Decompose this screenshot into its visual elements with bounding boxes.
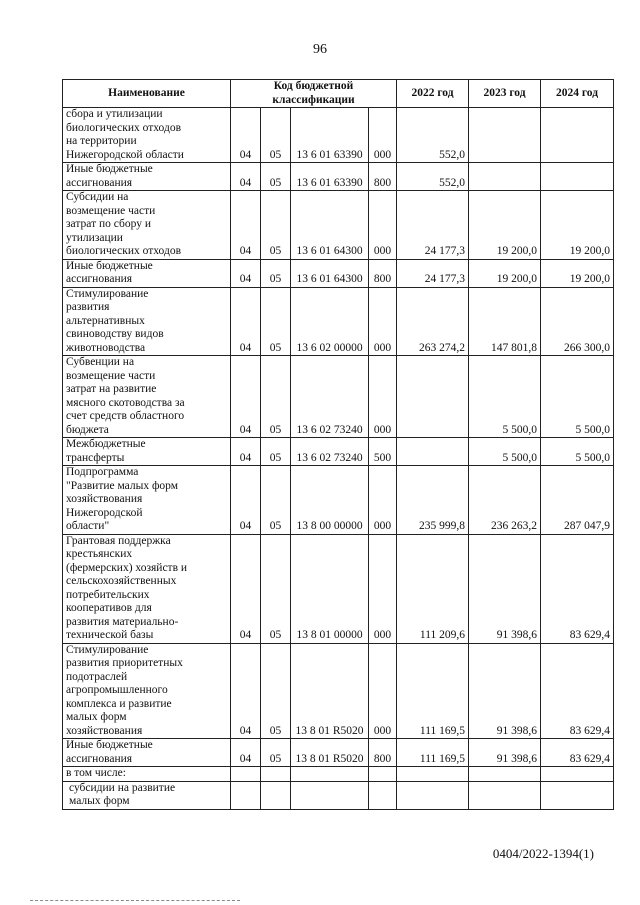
code-expense-type-cell: 800 [369, 259, 397, 287]
value-2022-cell [397, 781, 469, 809]
code-section-cell: 04 [231, 534, 261, 643]
value-2022-cell: 552,0 [397, 163, 469, 191]
value-2024-cell: 5 500,0 [541, 438, 614, 466]
code-subsection-cell [261, 767, 291, 782]
value-2022-cell: 24 177,3 [397, 259, 469, 287]
code-target-cell: 13 8 00 00000 [291, 466, 369, 535]
table-header-row [63, 80, 614, 108]
code-subsection-cell: 05 [261, 438, 291, 466]
header-2024: 2024 год [541, 80, 614, 108]
code-expense-type-cell: 800 [369, 739, 397, 767]
table-row [63, 287, 614, 356]
code-subsection-cell: 05 [261, 108, 291, 163]
header-2022: 2022 год [397, 80, 469, 108]
value-2023-cell: 236 263,2 [469, 466, 541, 535]
value-2022-cell [397, 438, 469, 466]
table-row [63, 781, 614, 809]
code-expense-type-cell: 000 [369, 287, 397, 356]
page-number: 96 [313, 42, 327, 57]
code-section-cell: 04 [231, 108, 261, 163]
code-section-cell: 04 [231, 191, 261, 260]
code-section-cell: 04 [231, 466, 261, 535]
code-target-cell: 13 6 01 63390 [291, 108, 369, 163]
code-target-cell: 13 6 02 00000 [291, 287, 369, 356]
value-2022-cell: 111 169,5 [397, 643, 469, 739]
code-target-cell: 13 8 01 R5020 [291, 739, 369, 767]
table-row [63, 767, 614, 782]
value-2023-cell [469, 108, 541, 163]
code-section-cell: 04 [231, 356, 261, 438]
value-2024-cell: 83 629,4 [541, 643, 614, 739]
value-2023-cell: 19 200,0 [469, 191, 541, 260]
table-row [63, 643, 614, 739]
value-2022-cell: 111 209,6 [397, 534, 469, 643]
header-name: Наименование [63, 80, 231, 108]
code-subsection-cell: 05 [261, 643, 291, 739]
value-2022-cell [397, 767, 469, 782]
code-target-cell: 13 6 01 63390 [291, 163, 369, 191]
row-name-cell: Грантовая поддержка крестьянских (фермерских) хозяйств и сельскохозяйственных потребительских кооперативов для развития материально- технической базы [63, 534, 231, 643]
document-code: 0404/2022-1394(1) [492, 846, 594, 861]
code-subsection-cell: 05 [261, 259, 291, 287]
code-subsection-cell: 05 [261, 163, 291, 191]
code-section-cell [231, 767, 261, 782]
code-subsection-cell: 05 [261, 356, 291, 438]
code-target-cell [291, 767, 369, 782]
header-2023: 2023 год [469, 80, 541, 108]
row-name-cell: Иные бюджетные ассигнования [63, 739, 231, 767]
value-2024-cell: 83 629,4 [541, 739, 614, 767]
value-2024-cell: 83 629,4 [541, 534, 614, 643]
code-target-cell: 13 6 02 73240 [291, 356, 369, 438]
code-section-cell: 04 [231, 643, 261, 739]
code-subsection-cell: 05 [261, 287, 291, 356]
value-2023-cell: 5 500,0 [469, 438, 541, 466]
value-2024-cell: 19 200,0 [541, 259, 614, 287]
value-2024-cell [541, 767, 614, 782]
code-expense-type-cell [369, 767, 397, 782]
row-name-cell: Иные бюджетные ассигнования [63, 259, 231, 287]
code-expense-type-cell: 500 [369, 438, 397, 466]
row-name-cell: сбора и утилизации биологических отходов на территории Нижегородской области [63, 108, 231, 163]
code-subsection-cell: 05 [261, 534, 291, 643]
row-name-cell: Стимулирование развития альтернативных свиноводству видов животноводства [63, 287, 231, 356]
row-name-cell: субсидии на развитие малых форм [63, 781, 231, 809]
value-2024-cell: 266 300,0 [541, 287, 614, 356]
value-2024-cell [541, 781, 614, 809]
code-subsection-cell: 05 [261, 739, 291, 767]
code-expense-type-cell: 000 [369, 466, 397, 535]
value-2023-cell: 91 398,6 [469, 739, 541, 767]
value-2024-cell [541, 163, 614, 191]
value-2024-cell: 19 200,0 [541, 191, 614, 260]
code-expense-type-cell: 000 [369, 108, 397, 163]
value-2024-cell: 5 500,0 [541, 356, 614, 438]
code-section-cell: 04 [231, 287, 261, 356]
budget-table [62, 79, 614, 810]
value-2022-cell [397, 356, 469, 438]
code-expense-type-cell: 800 [369, 163, 397, 191]
code-target-cell: 13 6 01 64300 [291, 259, 369, 287]
row-name-cell: Субвенции на возмещение части затрат на развитие мясного скотоводства за счет средств областного бюджета [63, 356, 231, 438]
value-2022-cell: 235 999,8 [397, 466, 469, 535]
code-target-cell: 13 8 01 R5020 [291, 643, 369, 739]
table-row [63, 438, 614, 466]
code-subsection-cell: 05 [261, 191, 291, 260]
table-row [63, 739, 614, 767]
table-row [63, 466, 614, 535]
value-2023-cell [469, 163, 541, 191]
table-row [63, 163, 614, 191]
value-2024-cell [541, 108, 614, 163]
code-section-cell [231, 781, 261, 809]
code-target-cell: 13 8 01 00000 [291, 534, 369, 643]
value-2023-cell: 91 398,6 [469, 534, 541, 643]
code-subsection-cell [261, 781, 291, 809]
code-section-cell: 04 [231, 163, 261, 191]
code-subsection-cell: 05 [261, 466, 291, 535]
table-row [63, 356, 614, 438]
table-row [63, 534, 614, 643]
table-body [63, 108, 614, 810]
code-expense-type-cell: 000 [369, 356, 397, 438]
row-name-cell: Стимулирование развития приоритетных подотраслей агропромышленного комплекса и развитие малых форм хозяйствования [63, 643, 231, 739]
code-section-cell: 04 [231, 259, 261, 287]
row-name-cell: Иные бюджетные ассигнования [63, 163, 231, 191]
code-target-cell [291, 781, 369, 809]
value-2023-cell [469, 767, 541, 782]
value-2022-cell: 111 169,5 [397, 739, 469, 767]
row-name-cell: Подпрограмма "Развитие малых форм хозяйствования Нижегородской области" [63, 466, 231, 535]
header-code: Код бюджетной классификации [231, 80, 397, 108]
value-2022-cell: 24 177,3 [397, 191, 469, 260]
value-2023-cell: 5 500,0 [469, 356, 541, 438]
footer-divider [30, 900, 240, 901]
table-row [63, 108, 614, 163]
row-name-cell: в том числе: [63, 767, 231, 782]
value-2023-cell [469, 781, 541, 809]
code-section-cell: 04 [231, 739, 261, 767]
code-expense-type-cell: 000 [369, 643, 397, 739]
value-2022-cell: 552,0 [397, 108, 469, 163]
row-name-cell: Субсидии на возмещение части затрат по сбору и утилизации биологических отходов [63, 191, 231, 260]
value-2024-cell: 287 047,9 [541, 466, 614, 535]
table-row [63, 259, 614, 287]
code-expense-type-cell: 000 [369, 534, 397, 643]
code-expense-type-cell: 000 [369, 191, 397, 260]
value-2023-cell: 19 200,0 [469, 259, 541, 287]
value-2023-cell: 147 801,8 [469, 287, 541, 356]
code-target-cell: 13 6 02 73240 [291, 438, 369, 466]
row-name-cell: Межбюджетные трансферты [63, 438, 231, 466]
value-2023-cell: 91 398,6 [469, 643, 541, 739]
code-expense-type-cell [369, 781, 397, 809]
table-row [63, 191, 614, 260]
code-section-cell: 04 [231, 438, 261, 466]
code-target-cell: 13 6 01 64300 [291, 191, 369, 260]
value-2022-cell: 263 274,2 [397, 287, 469, 356]
